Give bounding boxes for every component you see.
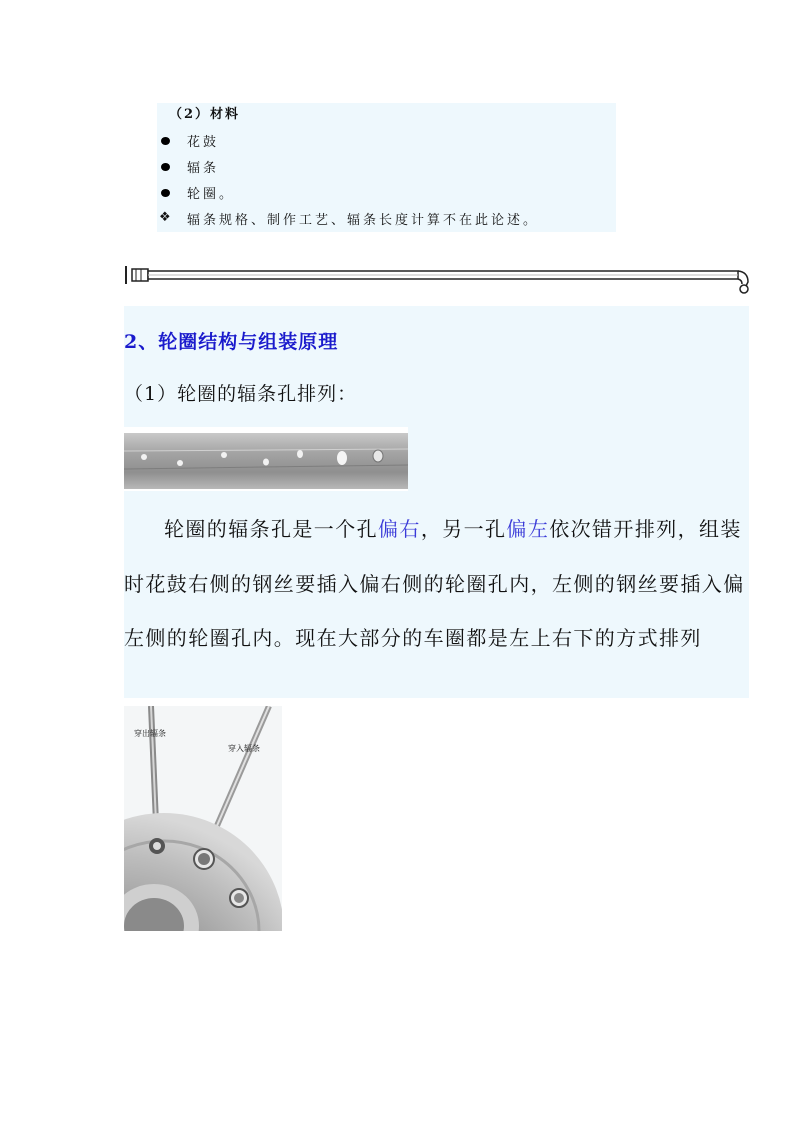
- rim-description-paragraph: 轮圈的辐条孔是一个孔偏右，另一孔偏左依次错开排列，组装时花鼓右侧的钢丝要插入偏右侧的轮圈孔内，左侧的钢丝要插入偏左侧的轮圈孔内。现在大部分的车圈都是左上右下的方式排列: [124, 517, 745, 650]
- bullet-icon: [161, 163, 170, 171]
- materials-block: （2）材料 花鼓 辐条 轮圈。 ❖ 辐条规格、制作工艺、辐条长度计算不在此论述。: [157, 103, 616, 232]
- bullet-icon: [161, 137, 170, 145]
- highlight-right: 偏右: [378, 517, 421, 541]
- rim-hole-photo: [124, 427, 408, 491]
- hub-spoke-photo: [124, 706, 282, 931]
- spoke-illustration: [124, 258, 750, 306]
- highlight-left: 偏左: [506, 517, 550, 541]
- bullet-icon: [161, 189, 170, 197]
- diamond-bullet-icon: ❖: [159, 210, 174, 225]
- label-spoke-out: 穿出辐条: [134, 729, 166, 738]
- rim-section: [124, 306, 749, 698]
- label-spoke-in: 穿入辐条: [228, 744, 260, 753]
- section-subtitle: （1）轮圈的辐条孔排列：: [124, 383, 358, 405]
- materials-heading: （2）材料: [169, 107, 241, 122]
- section-title: 2、轮圈结构与组装原理: [124, 331, 339, 353]
